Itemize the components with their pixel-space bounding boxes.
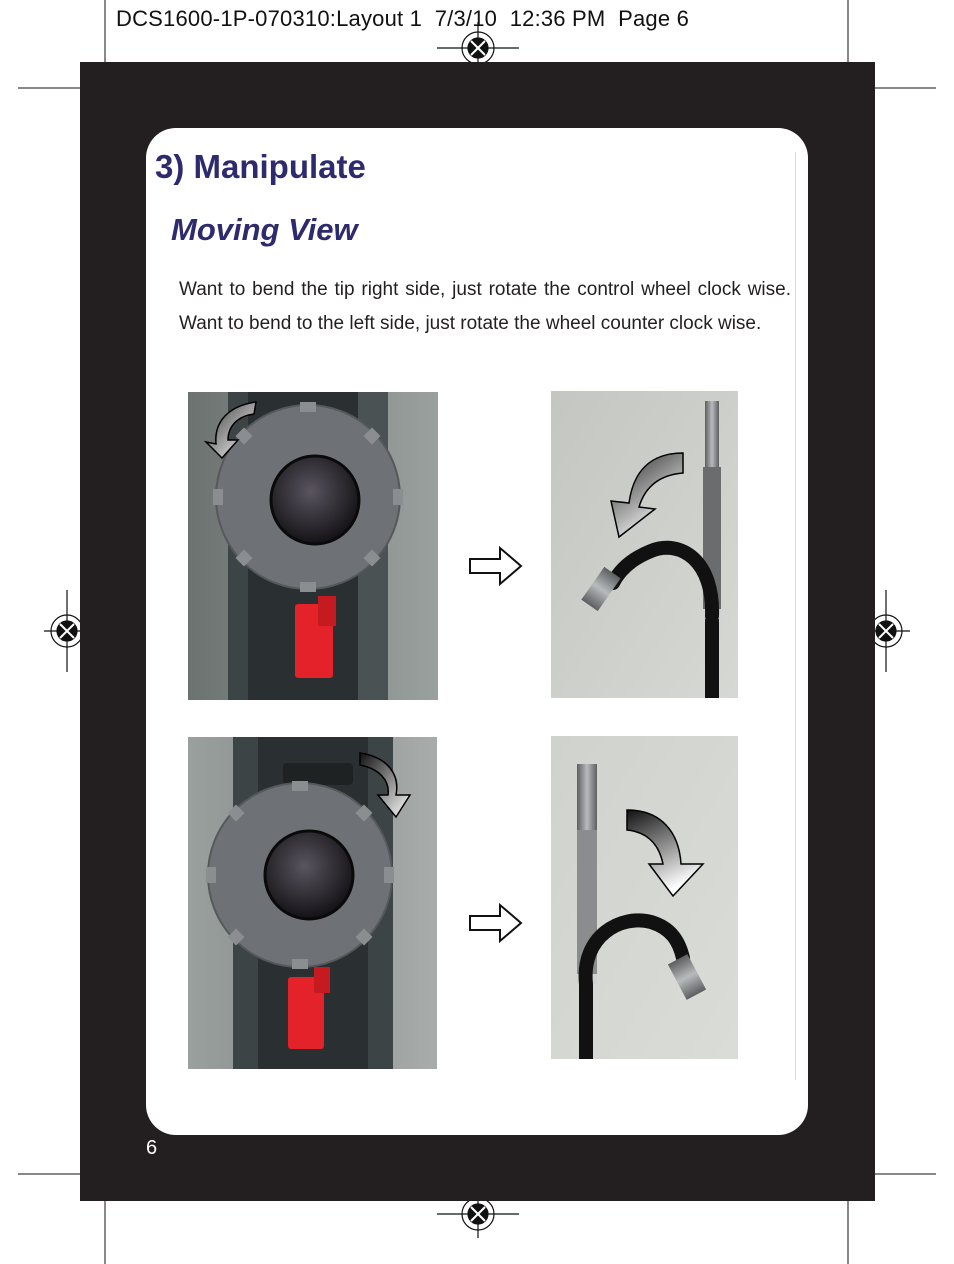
page-title: 3) Manipulate <box>155 148 366 185</box>
print-slug: DCS1600-1P-070310:Layout 1 7/3/10 12:36 PM Page 6 <box>116 6 690 31</box>
section-subtitle: Moving View <box>171 212 358 247</box>
right-arrow-icon <box>468 902 524 944</box>
photo-wheel-counterclockwise <box>188 392 438 700</box>
photo-probe-bent-left <box>551 391 738 698</box>
right-arrow-icon <box>468 545 524 587</box>
photo-probe-bent-right <box>551 736 738 1059</box>
instructions-paragraph: Want to bend the tip right side, just rotate the control wheel clock wise. Want to bend to the left side, just rotate the wheel counter clock wise. <box>179 279 791 334</box>
page-number: 6 <box>146 1137 158 1159</box>
panel-divider <box>795 152 796 1080</box>
photo-wheel-clockwise <box>188 737 437 1069</box>
